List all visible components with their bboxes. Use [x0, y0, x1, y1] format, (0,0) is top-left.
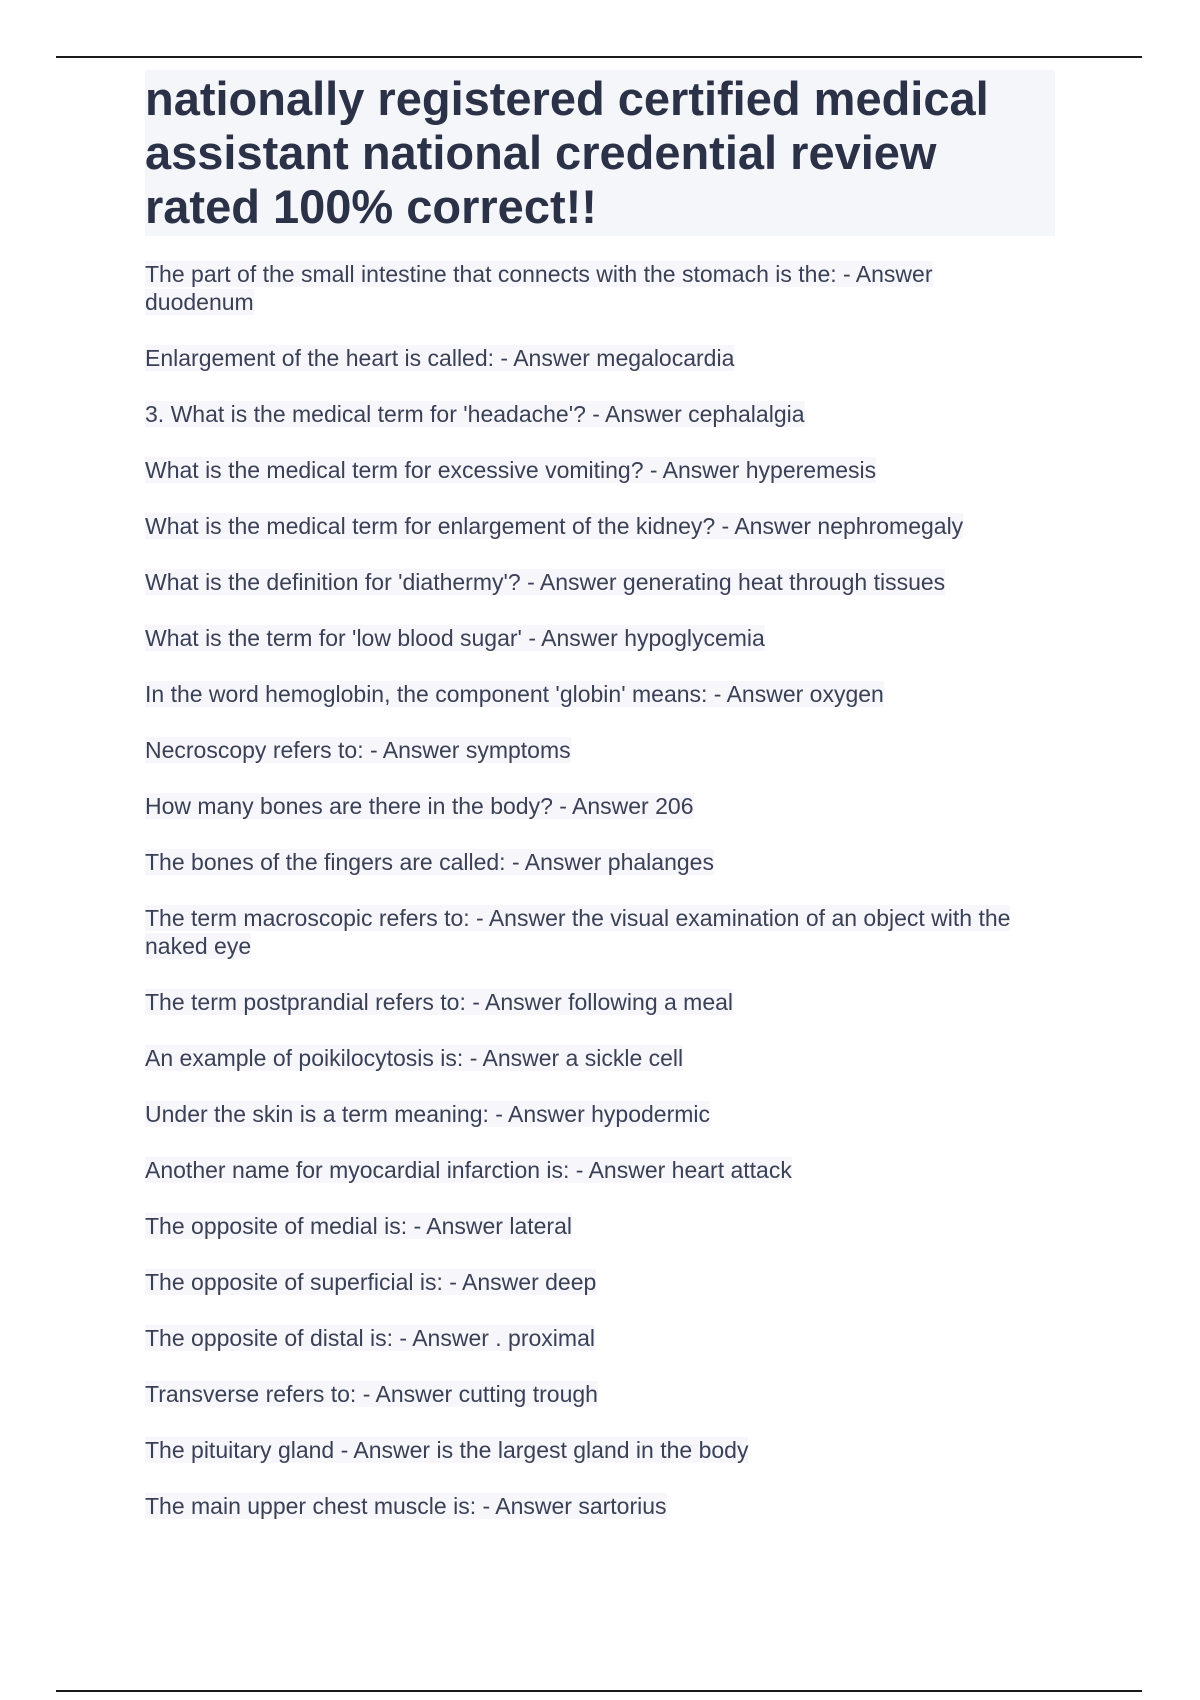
- qa-item: The part of the small intestine that connects with the stomach is the: - Answer duodenum: [145, 261, 933, 315]
- qa-item: Under the skin is a term meaning: - Answer hypodermic: [145, 1101, 711, 1127]
- qa-item: The opposite of superficial is: - Answer deep: [145, 1269, 597, 1295]
- qa-item: What is the medical term for enlargement of the kidney? - Answer nephromegaly: [145, 513, 964, 539]
- qa-item: What is the medical term for excessive vomiting? - Answer hyperemesis: [145, 457, 877, 483]
- qa-item: The bones of the fingers are called: - Answer phalanges: [145, 849, 714, 875]
- qa-item: The opposite of medial is: - Answer lateral: [145, 1213, 572, 1239]
- qa-item: Necroscopy refers to: - Answer symptoms: [145, 737, 571, 763]
- qa-list: [145, 260, 1055, 1520]
- qa-item: 3. What is the medical term for 'headache'? - Answer cephalalgia: [145, 401, 805, 427]
- qa-item: Another name for myocardial infarction is: - Answer heart attack: [145, 1157, 792, 1183]
- document-body: [145, 70, 1055, 1548]
- qa-item: The opposite of distal is: - Answer . proximal: [145, 1325, 595, 1351]
- top-rule: [56, 56, 1142, 58]
- qa-item: The main upper chest muscle is: - Answer sartorius: [145, 1493, 667, 1519]
- bottom-rule: [56, 1690, 1142, 1692]
- document-title: nationally registered certified medical assistant national credential review rated 100% correct!!: [145, 70, 1055, 236]
- qa-item: Enlargement of the heart is called: - Answer megalocardia: [145, 345, 735, 371]
- qa-item: What is the term for 'low blood sugar' - Answer hypoglycemia: [145, 625, 765, 651]
- qa-item: In the word hemoglobin, the component 'globin' means: - Answer oxygen: [145, 681, 884, 707]
- qa-item: How many bones are there in the body? - Answer 206: [145, 793, 694, 819]
- qa-item: An example of poikilocytosis is: - Answer a sickle cell: [145, 1045, 684, 1071]
- qa-item: Transverse refers to: - Answer cutting trough: [145, 1381, 598, 1407]
- qa-item: The term postprandial refers to: - Answer following a meal: [145, 989, 734, 1015]
- qa-item: What is the definition for 'diathermy'? - Answer generating heat through tissues: [145, 569, 946, 595]
- qa-item: The pituitary gland - Answer is the largest gland in the body: [145, 1437, 749, 1463]
- qa-item: The term macroscopic refers to: - Answer the visual examination of an object with the naked eye: [145, 905, 1011, 959]
